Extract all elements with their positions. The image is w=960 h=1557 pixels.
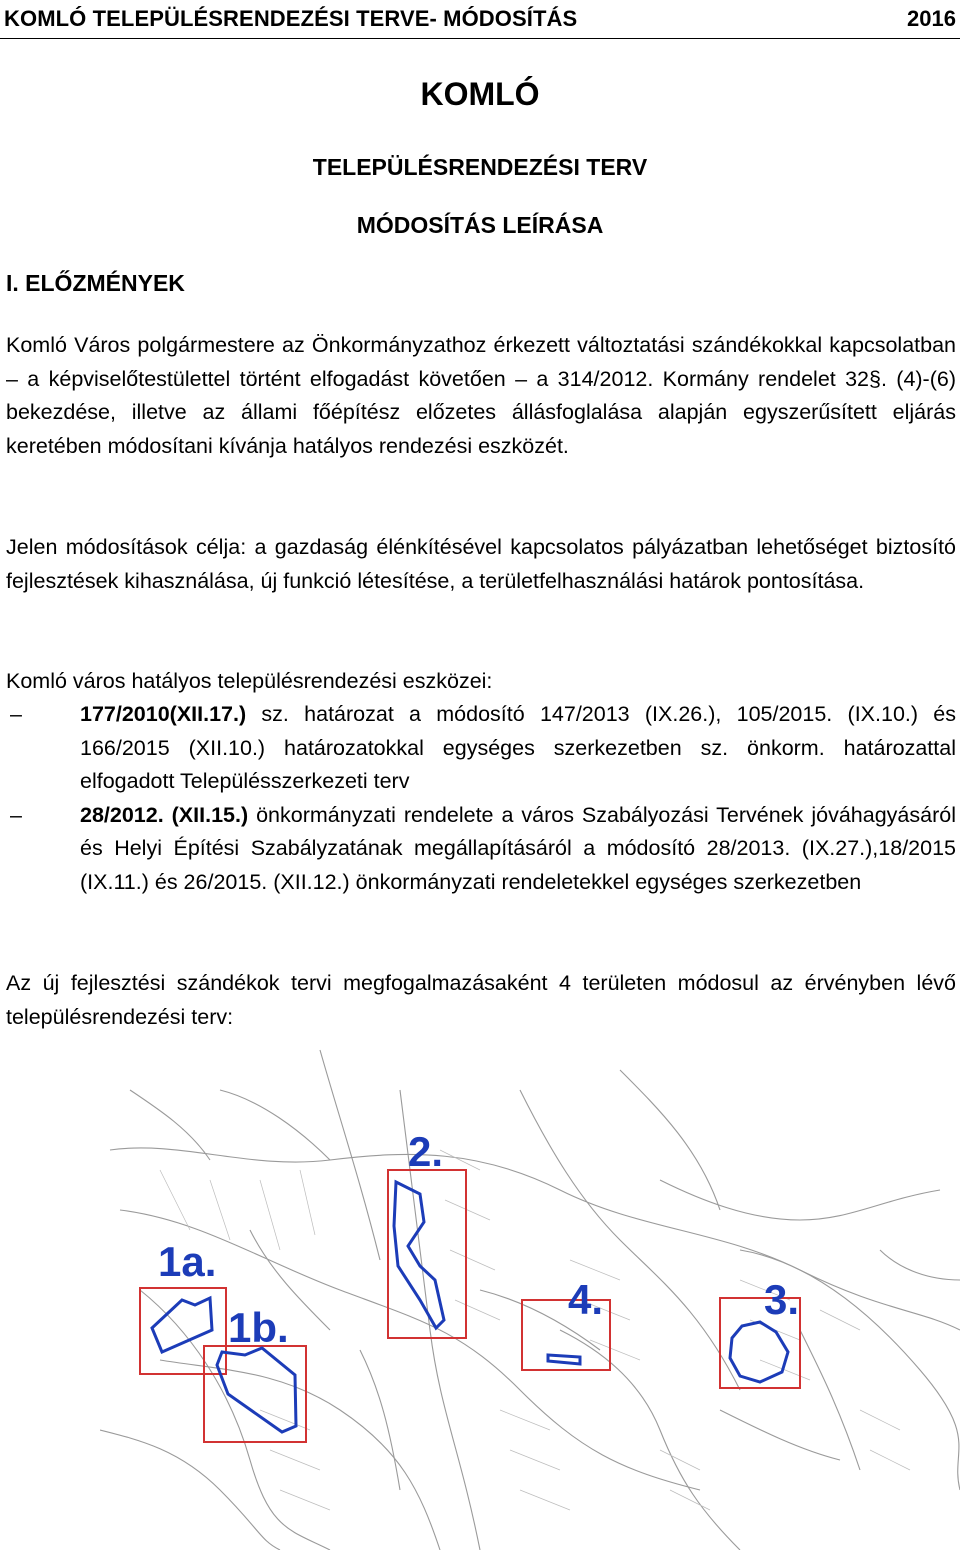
map-label-4: 4. <box>568 1276 604 1323</box>
list-item <box>0 698 960 799</box>
document-subtitle: TELEPÜLÉSRENDEZÉSI TERV <box>312 154 648 180</box>
document-title: KOMLÓ <box>420 76 540 112</box>
paragraph-instruments: Komló város hatályos településrendezési eszközei: <box>6 669 493 693</box>
instrument-list <box>0 698 960 899</box>
list-item-text: sz. határozat a módosító 147/2013 (IX.26.), 105/2015. (IX.10.) és 166/2015 (XII.10.) határozatokkal egységes szerkezetben sz. önkorm. határozattal elfogadott Településszerkezeti terv <box>80 702 956 793</box>
list-dash: – <box>10 702 22 726</box>
page-header <box>0 0 960 39</box>
paragraph-areas: Az új fejlesztési szándékok tervi megfogalmazásaként 4 területen módosul az érvényben lévő településrendezési terv: <box>6 971 956 1029</box>
list-item-bold: 28/2012. (XII.15.) <box>80 802 249 827</box>
document-subtitle-2: MÓDOSÍTÁS LEÍRÁSA <box>356 212 604 238</box>
list-dash: – <box>10 802 22 827</box>
header-title: KOMLÓ TELEPÜLÉSRENDEZÉSI TERVE- MÓDOSÍTÁS <box>4 6 578 31</box>
area-outline-3 <box>730 1322 788 1382</box>
map-label-2: 2. <box>408 1128 444 1175</box>
area-outline-1a <box>152 1298 212 1352</box>
header-year: 2016 <box>907 6 956 31</box>
map-label-1a: 1a. <box>158 1238 217 1285</box>
list-item <box>0 799 960 900</box>
paragraph-intro: Komló Város polgármestere az Önkormányzathoz érkezett változtatási szándékokkal kapcsolatban – a képviselőtestülettel történt elfogadást követően – a 314/2012. Kormány rendelet 32§. (4)-(6) bekezdése, illetve az állami főépítész előzetes állásfoglalása alapján egyszerűsített eljárás keretében módosítani kívánja hatályos rendezési eszközét. <box>6 333 956 458</box>
paragraph-goals: Jelen módosítások célja: a gazdaság élénkítésével kapcsolatos pályázatban lehetőséget biztosító fejlesztések kihasználása, új funkció létesítése, a területfelhasználási határok pontosítása. <box>6 535 956 593</box>
list-item-text: önkormányzati rendelete a város Szabályozási Tervének jóváhagyásáról és Helyi Építési Szabályzatának megállapításáról a módosító 28/2013. (IX.27.),18/2015 (IX.11.) és 26/2015. (XII.12.) önkormányzati rendeletekkel egységes szerkezetben <box>80 802 956 894</box>
area-outline-4 <box>548 1355 580 1364</box>
map-label-1b: 1b. <box>228 1304 289 1351</box>
list-item-bold: 177/2010(XII.17.) <box>80 702 247 726</box>
section-heading: I. ELŐZMÉNYEK <box>6 270 185 296</box>
area-map <box>100 1030 960 1550</box>
area-outline-2 <box>394 1182 444 1328</box>
map-label-3: 3. <box>764 1276 800 1323</box>
